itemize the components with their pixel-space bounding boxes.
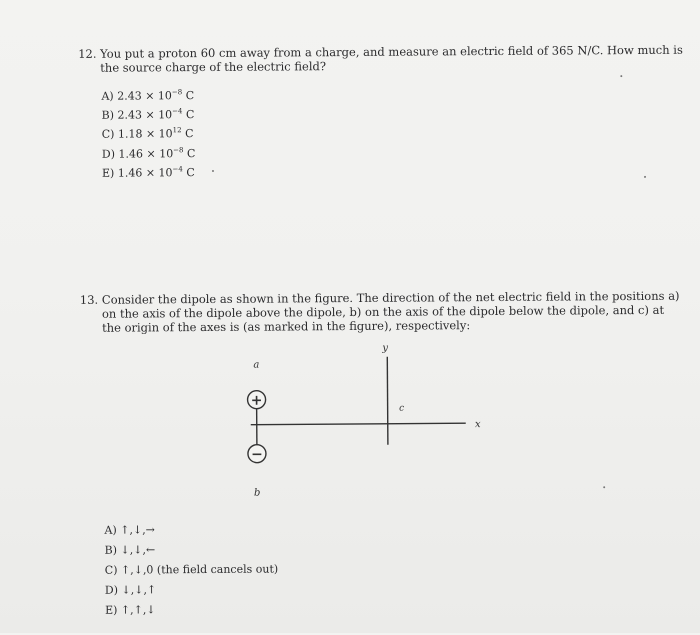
- option-letter: C): [102, 128, 115, 141]
- option-unit: C: [186, 108, 195, 121]
- option-unit: C: [186, 166, 195, 179]
- option-exponent: −8: [172, 88, 182, 96]
- dipole-figure: [225, 334, 506, 511]
- paper-speck: [212, 170, 214, 172]
- option-exponent: −4: [172, 165, 182, 173]
- option-value: 1.46 × 10: [118, 147, 173, 160]
- question-text-line: on the axis of the dipole above the dipole, b) on the axis of the dipole below the dipole, and c) at: [102, 302, 664, 322]
- question-text-line: the source charge of the electric field?: [100, 58, 326, 76]
- option-letter: B): [102, 109, 114, 122]
- answer-option-c[interactable]: [105, 562, 279, 578]
- answer-option-a[interactable]: [101, 85, 194, 104]
- option-letter: D): [105, 584, 118, 597]
- option-unit: C: [186, 89, 195, 102]
- option-unit: C: [187, 147, 196, 160]
- positive-charge: [248, 391, 266, 409]
- option-value: 1.18 × 10: [118, 127, 173, 140]
- option-value: 2.43 × 10: [117, 89, 172, 102]
- option-unit: C: [185, 127, 194, 140]
- option-value: ↑,↓,→: [120, 523, 155, 536]
- paper-speck: [620, 75, 622, 77]
- option-letter: E): [105, 604, 117, 617]
- option-value: 2.43 × 10: [117, 108, 172, 121]
- x-axis: [251, 423, 466, 425]
- answer-option-d[interactable]: [105, 582, 156, 597]
- option-letter: A): [101, 90, 113, 103]
- option-value: 1.46 × 10: [118, 166, 173, 179]
- option-letter: E): [102, 167, 114, 180]
- option-exponent: 12: [173, 126, 182, 134]
- option-exponent: −4: [172, 107, 182, 115]
- option-value: ↓,↓,←: [120, 543, 155, 556]
- question-number: 12.: [78, 46, 96, 62]
- question-text-line: You put a proton 60 cm away from a charge, and measure an electric field of 365 N/C. How much is: [100, 42, 683, 62]
- option-exponent: −8: [173, 146, 183, 154]
- plus-sign: +: [251, 393, 263, 409]
- label-c: c: [399, 404, 404, 414]
- label-x: x: [475, 419, 481, 430]
- label-a: a: [253, 360, 259, 371]
- answer-option-d[interactable]: [102, 143, 196, 162]
- option-letter: D): [102, 148, 115, 161]
- y-axis: [387, 357, 388, 445]
- option-value: ↑,↑,↓: [121, 603, 156, 616]
- label-y: y: [381, 343, 388, 354]
- question-13: [0, 0, 698, 2]
- answer-option-b[interactable]: [105, 542, 156, 557]
- question-text-line: the origin of the axes is (as marked in the figure), respectively:: [102, 317, 470, 336]
- label-b: b: [254, 488, 260, 499]
- answer-option-e[interactable]: [102, 162, 195, 181]
- paper-speck: [603, 486, 605, 488]
- answer-option-a[interactable]: [104, 522, 155, 537]
- option-letter: B): [105, 544, 117, 557]
- option-value: ↑,↓,0 (the field cancels out): [121, 563, 278, 577]
- question-text-line: Consider the dipole as shown in the figure. The direction of the net electric field in the positions a): [102, 288, 680, 308]
- option-letter: C): [105, 564, 118, 577]
- question-number: 13.: [80, 292, 98, 308]
- dipole-diagram: [225, 334, 506, 511]
- answer-option-e[interactable]: [105, 602, 156, 617]
- paper-speck: [644, 176, 646, 178]
- option-letter: A): [104, 524, 116, 537]
- option-value: ↓,↓,↑: [121, 583, 156, 596]
- question-12: [0, 0, 698, 2]
- negative-charge: [248, 445, 266, 463]
- answer-option-c[interactable]: [102, 123, 194, 142]
- answer-option-b[interactable]: [102, 104, 195, 123]
- minus-sign: −: [251, 447, 263, 463]
